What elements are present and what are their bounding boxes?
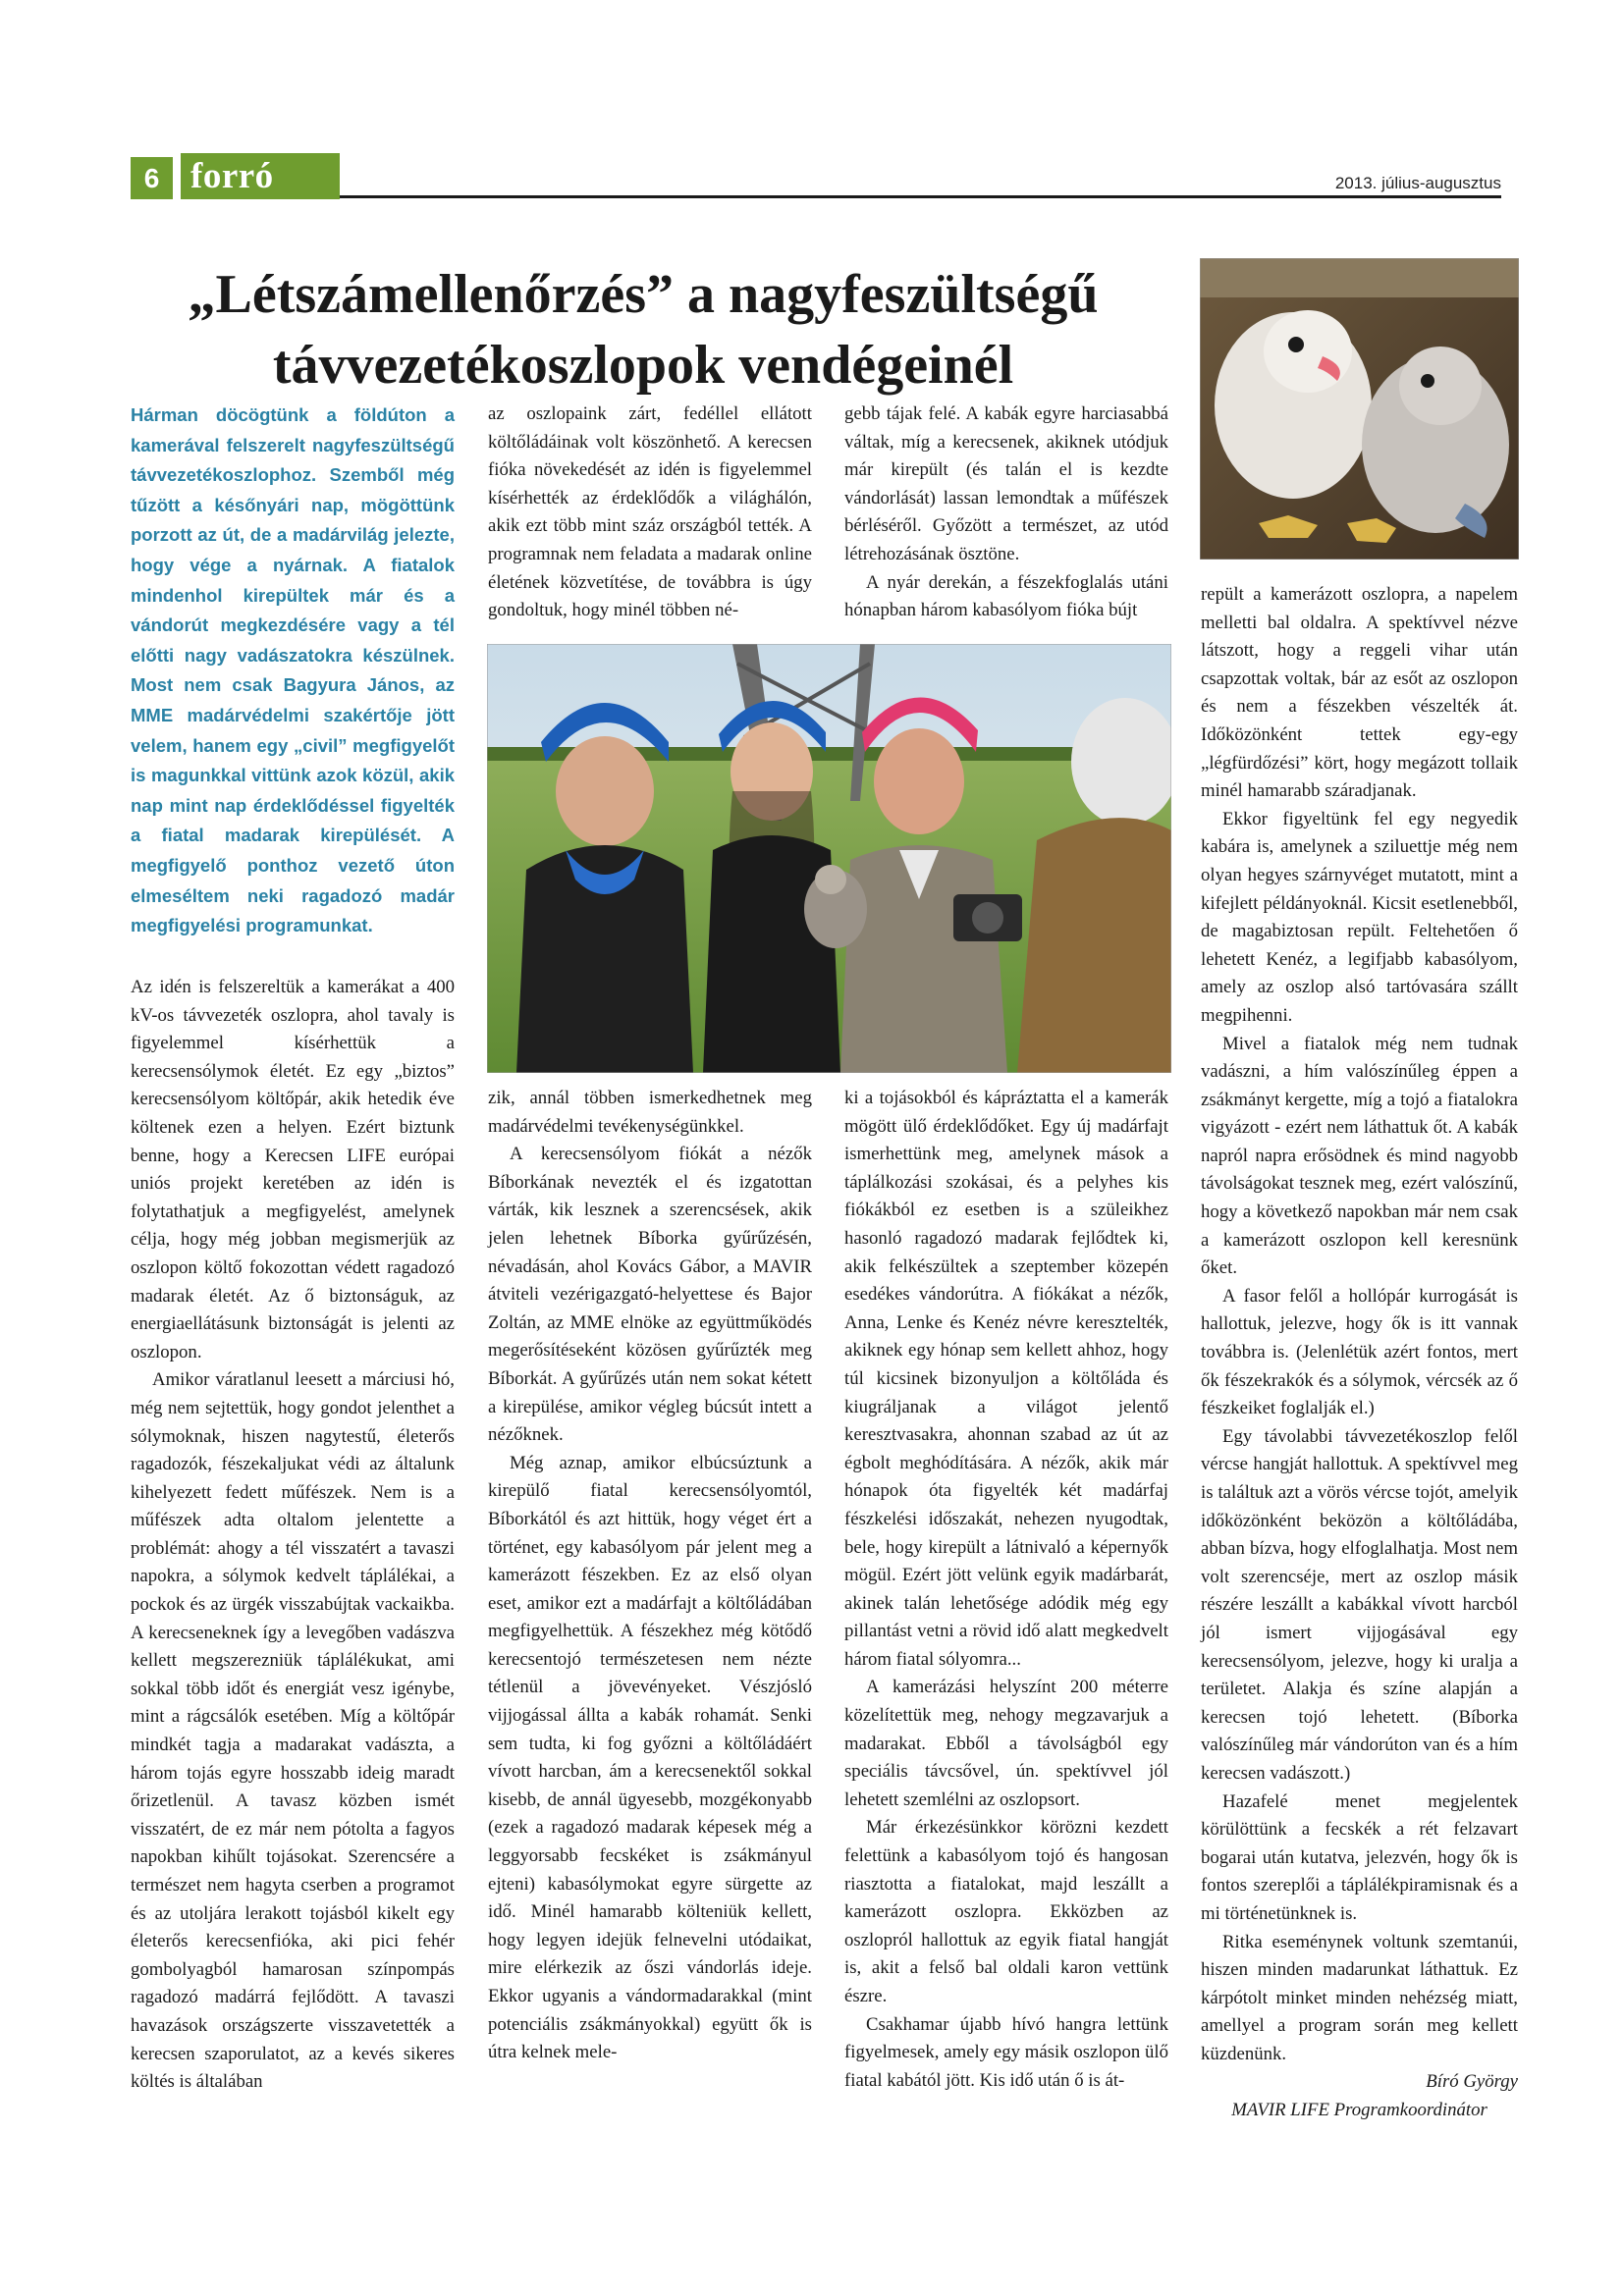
body-column-2-bottom	[488, 1085, 812, 2067]
paragraph: gebb tájak felé. A kabák egyre harciasabbá váltak, míg a kerecsenek, akiknek utódjuk már kirepült (és talán el is kezdte vándorlását) lassan lemondtak a műfészek bérléséről. Győzött a természet, az utód létrehozásának ösztöne.	[844, 403, 1168, 564]
body-column-4	[1201, 581, 1518, 2125]
paragraph: A kamerázási helyszínt 200 méterre közelítettük meg, nehogy megzavarjuk a madarakat. Ebből a távolságból egy speciális távcsővel, ún. spektívvel jól lehetett szemlélni az oszlopsort.	[844, 1677, 1168, 1810]
article-title-line1: „Létszámellenőrzés” a nagyfeszültségű	[188, 264, 1099, 325]
article-lead: Hárman döcögtünk a földúton a kamerával felszerelt nagyfeszültségű távvezetékoszlophoz. Szemből még tűzött a későnyári nap, mögöttünk porzott az út, de a madárvilág jelezte, hogy vége a nyárnak. A fiatalok mindenhol kirepültek már és a vándorút megkezdésére vagy a tél előtti nagy vadászatokra készülnek. Most nem csak Bagyura János, az MME madárvédelmi szakértője jött velem, hanem egy „civil” megfigyelőt is magunkkal vittünk azok közül, akik nap mint nap érdeklődéssel figyelték a fiatal madarak kirepülését. A megfigyelő ponthoz vezető úton elmeséltem neki ragadozó madár megfigyelési programunkat.	[131, 404, 455, 936]
issue-date: 2013. július-augusztus	[1334, 174, 1501, 192]
author-name: Bíró György	[1426, 2071, 1518, 2093]
article-title-line2: távvezetékoszlopok vendégeinél	[272, 335, 1014, 396]
paragraph: Már érkezésünkkor körözni kezdett felettünk a kabasólyom tojó és hangosan riasztotta a fiatalokat, majd leszállt a kamerázott oszlopra. Ekközben az oszlopról hallottuk az egyik fiatal hangját is, akit a felső bal oldali karon vettünk észre.	[844, 1817, 1168, 2006]
paragraph: Még aznap, amikor elbúcsúztunk a kirepülő fiatal kerecsensólyomtól, Bíborkától és azt hittük, hogy véget ért a történet, egy kabasólyom pár jelent meg a kamerázott fészekben. Ez az első olyan eset, amikor ezt a madárfajt a költőládában megfigyelhettük. A fészekhez még kötődő kerecsentojó természetesen nem nézte tétlenül a jövevényeket. Vészjósló vijjogással állta a kabák rohamát. Senki sem tudta, ki fog győzni a költőládáért vívott harcban, ám a kerecsenektől sokkal kisebb, de annál ügyesebb, mozgékonyabb (ezek a ragadozó madarak képesek még a leggyorsabb fecskéket is zsákmányul ejteni) kabasólymokat egyre sürgette az idő. Minél hamarabb költeniük kellett, hogy legyen idejük felnevelni utódaikat, mire elérkezik az őszi vándorlás ideje. Ekkor ugyanis a vándormadarakkal (mint potenciális zsákmányokkal) együtt ők is útra kelnek mele-	[488, 1452, 812, 2063]
paragraph: Ritka eseménynek voltunk szemtanúi, hiszen minden madarunkat láthattuk. Ez kárpótolt minket minden nehézség miatt, amellyel a program során meg kellett küzdenünk.	[1201, 1931, 1518, 2064]
paragraph: A nyár derekán, a fészekfoglalás utáni hónapban három kabasólyom fióka bújt	[844, 571, 1168, 621]
page-number: 6	[131, 157, 173, 199]
paragraph: repült a kamerázott oszlopra, a napelem melletti bal oldalra. A spektívvel nézve látszott, hogy a reggeli vihar után csapzottak voltak, bár az esőt az oszlopon és nem a fészekben vészelték át. Időközönként tettek egy-egy „légfürdőzési” kört, hogy megázott tollaik minél hamarabb száradjanak.	[1201, 584, 1518, 802]
paragraph: Ekkor figyeltünk fel egy negyedik kabára is, amelynek a sziluettje még nem olyan hegyes szárnyvéget mutatott, mint a kifejlett példányoknál. Kicsit esetlenebből, de magabiztosan repült. Feltehetően ő lehetett Kenéz, a legifjabb kabasólyom, amely az oszlop alsó tartóvasára szállt megpihenni.	[1201, 808, 1518, 1026]
paragraph: az oszlopaink zárt, fedéllel ellátott költőládáinak volt köszönhető. A kerecsen fióka növekedését az idén is figyelemmel kísérhették az érdeklődők a világhálón, akik ezt több mint száz országból tették. A programnak nem feladata a madarak online életének közvetítése, de továbbra is úgy gondoltuk, hogy minél többen né-	[488, 403, 812, 621]
paragraph: A kerecsensólyom fiókát a nézők Bíborkának nevezték el és izgatottan várták, kik lesznek a szerencsések, akik jelen lehetnek Bíborka gyűrűzésén, névadásán, ahol Kovács Gábor, a MAVIR átviteli vezérigazgató-helyettese és Bajor Zoltán, az MME elnöke az együttműködés megerősítéseként közösen gyűrűzték meg Bíborkát. A gyűrűzés után nem sokat kétett a kirepülése, amikor végleg búcsút intett a nézőknek.	[488, 1144, 812, 1446]
paragraph: Mivel a fiatalok még nem tudnak vadászni, a hím valószínűleg éppen a zsákmányt kergette, míg a tojó a fiatalokra vigyázott - ezért nem láthattuk őt. A kabák napról napra erősödnek és mind nagyobb távolságokat tesznek meg, ezért valószínű, hogy a következő napokban már nem csak a kamerázott oszlopon kell keresnünk őket.	[1201, 1033, 1518, 1279]
falcon-chicks-photo	[1200, 258, 1519, 560]
article-title	[128, 259, 1159, 400]
paragraph: Hazafelé menet megjelentek körülöttünk a fecskék a rét felzavart bogarai után kutatva, jelezvén, hogy ők is fontos szereplői a táplálékpiramisnak és a mi történetünknek is.	[1201, 1790, 1518, 1924]
paragraph: ki a tojásokból és kápráztatta el a kamerák mögött ülő érdeklődőket. Egy új madárfajt ismerhettünk meg, amelynek mások a táplálkozási szokásai, és a pelyhes kis fiókákból ez esetben is a szüleikhez hasonló ragadozó madarak fejlődtek ki, akik felkészültek a szeptember közepén esedékes vándorútra. A fiókákat a nézők, Anna, Lenke és Kenéz névre keresztelték, akiknek egy hónap sem kellett ahhoz, hogy túl kicsinek bizonyuljon a költőláda és kiugráljanak a világot jelentő keresztvasakra, ahonnan szabad az út az égbolt meghódítására. A nézők, akik már hónapok óta figyelték két madárfaj fészkelési időszakát, nehezen nyugodtak, bele, hogy kirepült a látnivaló a képernyők mögül. Ezért jött velünk egyik madárbarát, akinek talán lehetősége adódik még egy pillantást vetni a rövid idő alatt megkedvelt három fiatal sólyomra...	[844, 1088, 1168, 1670]
body-column-3-bottom	[844, 1085, 1168, 2095]
author-role: MAVIR LIFE Programkoordinátor	[1231, 2100, 1488, 2121]
body-column-1	[131, 974, 455, 2097]
header-rule	[340, 195, 1501, 198]
body-column-3-top	[844, 400, 1168, 625]
body-column-2-top	[488, 400, 812, 625]
paragraph: Egy távolabbi távvezetékoszlop felől vércse hangját hallottuk. A spektívvel meg is találtuk azt a vörös vércse tojót, amelyik időközönként beközön a költőládába, abban bízva, hogy elfoglalhatja. Most nem volt szerencséje, mert az oszlop másik részére leszállt a kabákkal vívott harcból jól ismert vijjogásával egy kerecsensólyom, jelezve, hogy ki uralja a területet. Alakja és színe alapján a kerecsen tojó lehetett. (Bíborka valószínűleg már vándorúton van és a hím kerecsen vadászott.)	[1201, 1425, 1518, 1784]
paragraph: zik, annál többen ismerkedhetnek meg madárvédelmi tevékenységünkkel.	[488, 1088, 812, 1137]
people-with-falcon-chick-photo	[487, 644, 1171, 1073]
paragraph: Csakhamar újabb hívó hangra lettünk figyelmesek, amely egy másik oszlopon ülő fiatal kabától jött. Kis idő után ő is át-	[844, 2013, 1168, 2091]
paragraph: Az idén is felszereltük a kamerákat a 400 kV-os távvezeték oszlopra, ahol tavaly is figyelemmel kísérhettük a kerecsensólymok életét. Ez egy „biztos” kerecsensólyom költőpár, akik hetedik éve költenek ezen a helyen. Ezért biztunk benne, hogy a Kerecsen LIFE európai uniós projekt keretében az idén is folytathatjuk a megfigyelést, amelynek célja, hogy még jobban megismerjük az oszlopon költő fokozottan védett ragadozó madarak életét. Az ő biztonságuk, az energiaellátásunk biztonságát is jelenti az oszlopon.	[131, 977, 455, 1362]
paragraph: A fasor felől a hollópár kurrogását is hallottuk, jelezve, hogy ők is itt vannak továbbra is. (Jelenlétük azért fontos, mert ők fészekrakók és a sólymok, vércsék az ő fészkeiket foglalják el.)	[1201, 1285, 1518, 1419]
paragraph: Amikor váratlanul leesett a márciusi hó, még nem sejtettük, hogy gondot jelenthet a sólymoknak, hiszen nagytestű, életerős ragadozók, fészekaljukat védi az általunk kihelyezett fedett műfészek. Nem is a műfészek adta oltalom jelentette a problémát: ahogy a tél visszatért a tavaszi napokra, a sólymok kedvelt táplálékai, a pockok és az ürgék visszabújtak vackaikba. A kerecseneknek így a levegőben vadászva kellett megszerezniük táplálékukat, ami sokkal több időt és energiát vesz igénybe, mint a rágcsálók esetében. Míg a költőpár mindkét tagja a madarakat vadászta, a három tojás egyre hosszabb ideig maradt őrizetlenül. A tavasz közben ismét visszatért, de ez már nem pótolta a fagyos napokban kihűlt tojásokat. Szerencsére a természet nem hagyta cserben a programot és az utoljára lerakott tojásból kikelt egy életerős kerecsenfióka, aki pici fehér gombolyagból hamarosan színpompás ragadozó madárrá fejlődött. A tavaszi havazások országszerte visszavetették a kerecsen szaporulatot, az a kevés sikeres költés is általában	[131, 1369, 455, 2093]
section-title: forró drót	[177, 153, 340, 199]
